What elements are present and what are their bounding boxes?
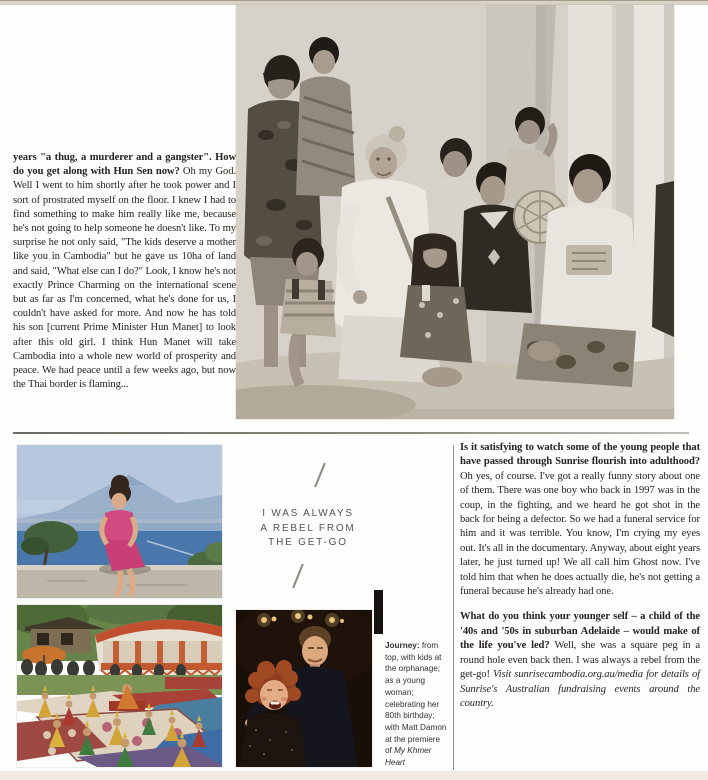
photo-matt-damon-illustration [236, 610, 372, 767]
photo-matt-damon [236, 610, 372, 767]
black-tab-mark [374, 590, 383, 634]
photo-orphanage-illustration [236, 5, 674, 419]
photo-birthday-ceremony [17, 605, 222, 767]
photo-caption: Journey: from top, with kids at the orphanage; as a young woman; celebrating her 80th birthday; with Matt Damon at the premiere of My Khmer Heart [385, 641, 447, 768]
pull-quote-line: I WAS ALWAYS [262, 508, 354, 519]
pull-quote-line: A REBEL FROM [260, 522, 356, 534]
section-divider-rule [13, 432, 689, 434]
pull-quote-text [240, 507, 376, 551]
pull-quote [240, 456, 376, 594]
quote-slash-top-icon [314, 463, 326, 488]
left-text-column [13, 151, 236, 392]
right-column-paragraph-1: Is it satisfying to watch some of the young people that have passed through Sunrise flourish into adulthood? Oh yes, of course. I've got a really funny story about one of them. There was one boy who back in 1997 was in the coup, in the fighting, and we heard he got shot in the back for being a defector. So we had a funeral service for him and it was terrible. You know, I'm crying my eyes out. It's all in the documentary. Anyway, about eight years later, he just turned up! We all call him Ghost now. I've told him that when he does actually die, he's not getting a funeral because he's already had one. [460, 442, 700, 598]
pull-quote-line: THE GET-GO [268, 537, 348, 548]
quote-slash-bottom-icon [292, 563, 304, 588]
photo-birthday-illustration [17, 605, 222, 767]
right-text-column [460, 441, 700, 711]
page-edge-strip-bottom [0, 771, 708, 780]
right-column-paragraph-2: What do you think your younger self – a child of the '40s and '50s in suburban Adelaide – would make of the life you've led? Well, she was a square peg in a round hole even back then. I was always a rebel from the get-go! Visit sunrisecambodia.org.au/media for details of Sunrise's Australian fundraising events around the country. [460, 611, 700, 709]
left-column-paragraph: years "a thug, a murderer and a gangster". How do you get along with Hun Sen now? Oh my God. Well I went to him shortly after he took power and I sort of prostrated myself on the floor. I knew I had to find something to make him really like me, because he's not going to help someone he doesn't like. To my surprise he not only said, "The kids deserve a mother like you in Cambodia" but he gave us 10ha of land and said, "What else can I do?" Look, I know he's not exactly Prince Charming on the international scene but as far as I'm concerned, what he's done for us, I couldn't have asked for more. And now he has told his son [current Prime Minister Hun Manet] to look after this old girl. I think Hun Manet will take Cambodia into a whole new world of prosperity and peace. We had peace until a few weeks ago, but now the Thai border is flaming... [13, 152, 236, 391]
column-divider-rule [453, 445, 454, 770]
photo-young-woman-illustration [17, 445, 222, 598]
photo-young-woman [17, 445, 222, 598]
photo-orphanage [236, 5, 674, 419]
